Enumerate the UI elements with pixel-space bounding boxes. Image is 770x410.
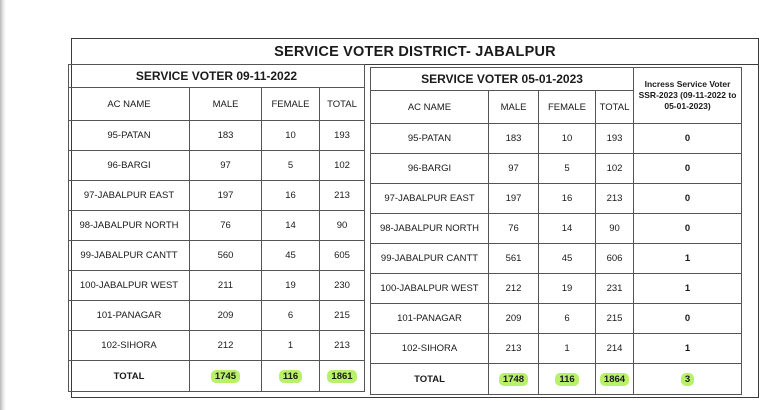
- ac-name-cell: 97-JABALPUR EAST: [69, 181, 190, 211]
- male-total-cell: [489, 364, 539, 395]
- grand-total-cell: [596, 364, 634, 395]
- grand-total-value: 1861: [327, 370, 356, 383]
- female-cell: 10: [262, 121, 320, 151]
- table-row: [69, 331, 365, 361]
- ac-name-cell: 96-BARGI: [371, 154, 489, 184]
- male-cell: 212: [190, 331, 262, 361]
- female-cell: 19: [539, 274, 596, 304]
- male-cell: 183: [489, 124, 539, 154]
- female-cell: 6: [262, 301, 320, 331]
- service-voter-2022-table: [68, 64, 365, 392]
- total-cell: 215: [320, 301, 365, 331]
- table-row: [69, 271, 365, 301]
- male-cell: 197: [489, 184, 539, 214]
- total-cell: 215: [596, 304, 634, 334]
- female-cell: 45: [262, 241, 320, 271]
- ac-name-cell: 95-PATAN: [69, 121, 190, 151]
- total-row: [371, 364, 742, 395]
- total-cell: 90: [596, 214, 634, 244]
- increase-total-value: 3: [681, 373, 694, 386]
- ac-name-cell: 98-JABALPUR NORTH: [69, 211, 190, 241]
- female-cell: 1: [539, 334, 596, 364]
- male-cell: 97: [489, 154, 539, 184]
- female-total-value: 116: [279, 370, 302, 383]
- table-row: [69, 181, 365, 211]
- increase-cell: 1: [634, 274, 742, 304]
- total-cell: 231: [596, 274, 634, 304]
- increase-cell: 0: [634, 154, 742, 184]
- column-header-ac-name: AC NAME: [69, 88, 190, 121]
- column-header-total: TOTAL: [320, 88, 365, 121]
- increase-cell: 0: [634, 214, 742, 244]
- male-cell: 560: [190, 241, 262, 271]
- ac-name-cell: 102-SIHORA: [371, 334, 489, 364]
- female-total-value: 116: [555, 373, 578, 386]
- total-cell: 214: [596, 334, 634, 364]
- male-cell: 561: [489, 244, 539, 274]
- total-cell: 102: [596, 154, 634, 184]
- total-cell: 230: [320, 271, 365, 301]
- female-cell: 10: [539, 124, 596, 154]
- increase-cell: 1: [634, 334, 742, 364]
- female-cell: 16: [262, 181, 320, 211]
- female-cell: 19: [262, 271, 320, 301]
- female-cell: 6: [539, 304, 596, 334]
- total-cell: 193: [320, 121, 365, 151]
- column-header-increase: Incress Service Voter SSR-2023 (09-11-2022 to 05-01-2023): [634, 68, 742, 124]
- increase-cell: 0: [634, 184, 742, 214]
- column-header-male: MALE: [489, 91, 539, 124]
- female-cell: 5: [262, 151, 320, 181]
- male-cell: 97: [190, 151, 262, 181]
- ac-name-cell: 101-PANAGAR: [371, 304, 489, 334]
- increase-cell: 1: [634, 244, 742, 274]
- total-cell: 605: [320, 241, 365, 271]
- column-header-male: MALE: [190, 88, 262, 121]
- male-cell: 76: [489, 214, 539, 244]
- increase-total-cell: [634, 364, 742, 395]
- ac-name-cell: 97-JABALPUR EAST: [371, 184, 489, 214]
- female-cell: 1: [262, 331, 320, 361]
- column-header-female: FEMALE: [539, 91, 596, 124]
- female-cell: 14: [539, 214, 596, 244]
- service-voter-2023-table: [370, 67, 742, 395]
- table-row: [69, 241, 365, 271]
- female-cell: 14: [262, 211, 320, 241]
- ac-name-cell: 100-JABALPUR WEST: [69, 271, 190, 301]
- male-total-value: 1745: [211, 370, 240, 383]
- column-header-total: TOTAL: [596, 91, 634, 124]
- female-total-cell: [262, 361, 320, 392]
- ac-name-cell: 96-BARGI: [69, 151, 190, 181]
- ac-name-cell: 98-JABALPUR NORTH: [371, 214, 489, 244]
- total-cell: 193: [596, 124, 634, 154]
- total-label: TOTAL: [69, 361, 190, 392]
- table-row: [371, 124, 742, 154]
- table-row: [371, 184, 742, 214]
- table-row: [69, 301, 365, 331]
- ac-name-cell: 95-PATAN: [371, 124, 489, 154]
- table-heading-2023: SERVICE VOTER 05-01-2023: [371, 68, 634, 91]
- ac-name-cell: 99-JABALPUR CANTT: [371, 244, 489, 274]
- total-cell: 213: [596, 184, 634, 214]
- table-row: [371, 244, 742, 274]
- male-cell: 213: [489, 334, 539, 364]
- ac-name-cell: 99-JABALPUR CANTT: [69, 241, 190, 271]
- ac-name-cell: 101-PANAGAR: [69, 301, 190, 331]
- table-row: [371, 154, 742, 184]
- ac-name-cell: 102-SIHORA: [69, 331, 190, 361]
- table-row: [371, 214, 742, 244]
- male-cell: 197: [190, 181, 262, 211]
- table-row: [371, 274, 742, 304]
- male-cell: 209: [190, 301, 262, 331]
- total-cell: 213: [320, 181, 365, 211]
- male-cell: 211: [190, 271, 262, 301]
- total-cell: 90: [320, 211, 365, 241]
- total-label: TOTAL: [371, 364, 489, 395]
- female-cell: 16: [539, 184, 596, 214]
- increase-cell: 0: [634, 124, 742, 154]
- male-cell: 212: [489, 274, 539, 304]
- total-cell: 606: [596, 244, 634, 274]
- male-cell: 183: [190, 121, 262, 151]
- male-cell: 76: [190, 211, 262, 241]
- male-cell: 209: [489, 304, 539, 334]
- table-heading-2022: SERVICE VOTER 09-11-2022: [69, 65, 365, 88]
- increase-cell: 0: [634, 304, 742, 334]
- scan-edge-shadow: [0, 0, 6, 410]
- male-total-cell: [190, 361, 262, 392]
- total-row: [69, 361, 365, 392]
- document-title: SERVICE VOTER DISTRICT- JABALPUR: [72, 39, 758, 65]
- table-row: [69, 211, 365, 241]
- grand-total-value: 1864: [600, 373, 629, 386]
- ac-name-cell: 100-JABALPUR WEST: [371, 274, 489, 304]
- total-cell: 102: [320, 151, 365, 181]
- grand-total-cell: [320, 361, 365, 392]
- service-voter-document: [71, 38, 759, 398]
- column-header-ac-name: AC NAME: [371, 91, 489, 124]
- female-total-cell: [539, 364, 596, 395]
- table-row: [69, 121, 365, 151]
- female-cell: 5: [539, 154, 596, 184]
- total-cell: 213: [320, 331, 365, 361]
- table-row: [69, 151, 365, 181]
- table-row: [371, 304, 742, 334]
- column-header-female: FEMALE: [262, 88, 320, 121]
- table-row: [371, 334, 742, 364]
- male-total-value: 1748: [499, 373, 528, 386]
- female-cell: 45: [539, 244, 596, 274]
